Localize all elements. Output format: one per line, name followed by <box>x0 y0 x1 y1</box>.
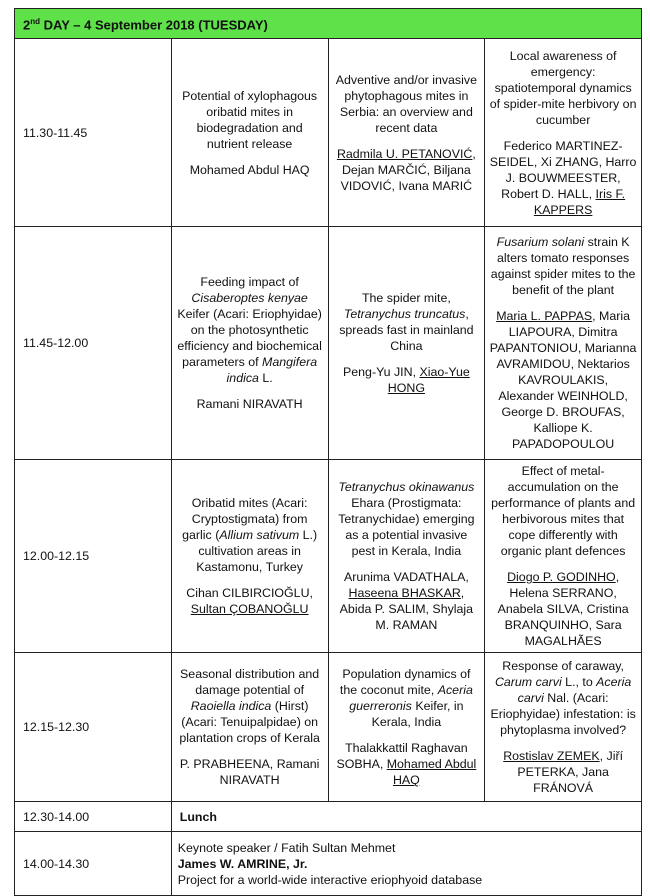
talk-authors: P. PRABHEENA, Ramani NIRAVATH <box>179 757 320 788</box>
talk-title: Feeding impact of Cisaberoptes kenyae Keifer (Acari: Eriophyidae) on the photosynthetic efficiency and biochemical parameters of Mangifera indica L. <box>177 275 322 386</box>
time-cell: 12.15-12.30 <box>15 653 172 802</box>
talk-title: Potential of xylophagous oribatid mites in biodegradation and nutrient release <box>182 88 318 151</box>
talk-cell <box>485 653 642 802</box>
talk-title: Effect of metal-accumulation on the performance of plants and herbivorous mites that cope differently with organic plant defences <box>491 464 636 559</box>
talk-cell <box>171 227 328 460</box>
time-cell: 14.00-14.30 <box>15 832 172 896</box>
talk-cell <box>328 39 485 227</box>
time-cell: 11.45-12.00 <box>15 227 172 460</box>
keynote-cell <box>171 832 641 896</box>
time-cell: 11.30-11.45 <box>15 39 172 227</box>
keynote-row <box>15 832 642 896</box>
talk-title: Fusarium solani strain K alters tomato responses against spider mites to the benefit of the plant <box>490 235 636 298</box>
keynote-line: Keynote speaker / Fatih Sultan Mehmet <box>177 840 396 855</box>
talk-cell <box>171 460 328 653</box>
talk-authors: Cihan CILBIRCIOĞLU, Sultan ÇOBANOĞLU <box>186 586 313 617</box>
talk-authors: Peng-Yu JIN, Xiao-Yue HONG <box>343 365 470 396</box>
talk-title: Tetranychus okinawanus Ehara (Prostigmata: Tetranychidae) emerging as a potential invasive pest in Kerala, India <box>338 480 475 559</box>
talk-authors: Ramani NIRAVATH <box>196 397 303 412</box>
keynote-speaker: James W. AMRINE, Jr. <box>177 856 308 871</box>
schedule-wrap <box>14 8 642 896</box>
talk-title: The spider mite, Tetranychus truncatus, spreads fast in mainland China <box>339 291 474 354</box>
talk-authors: Rostislav ZEMEK, Jiří PETERKA, Jana FRÁNOVÁ <box>503 749 624 796</box>
talk-title: Adventive and/or invasive phytophagous mites in Serbia: an overview and recent data <box>335 72 477 135</box>
talk-authors: Radmila U. PETANOVIĆ, Dejan MARČIĆ, Biljana VIDOVIĆ, Ivana MARIĆ <box>336 146 476 193</box>
day-title: DAY – 4 September 2018 (TUESDAY) <box>40 17 268 33</box>
session-row <box>15 39 642 227</box>
talk-cell <box>485 460 642 653</box>
talk-authors: Diogo P. GODINHO, Helena SERRANO, Anabela SILVA, Cristina BRANQUINHO, Sara MAGALHÃES <box>497 570 629 649</box>
talk-title: Oribatid mites (Acari: Cryptostigmata) from garlic (Allium sativum L.) cultivation areas in Kastamonu, Turkey <box>182 496 318 575</box>
talk-authors: Thalakkattil Raghavan SOBHA, Mohamed Abdul HAQ <box>336 741 477 788</box>
talk-cell <box>485 39 642 227</box>
keynote-topic: Project for a world-wide interactive eriophyoid database <box>177 872 483 887</box>
talk-title: Seasonal distribution and damage potential of Raoiella indica (Hirst) (Acari: Tenuipalpidae) on plantation crops of Kerala <box>179 667 320 746</box>
day-number: 2 <box>23 17 31 33</box>
talk-authors: Arunima VADATHALA, Haseena BHASKAR, Abida P. SALIM, Shylaja M. RAMAN <box>339 570 474 633</box>
talk-cell <box>171 39 328 227</box>
talk-cell <box>328 460 485 653</box>
schedule-table <box>14 8 642 896</box>
talk-authors: Maria L. PAPPAS, Maria LIAPOURA, Dimitra PAPANTONIOU, Marianna AVRAMIDOU, Nektarios KAVROULAKIS, Alexander WEINHOLD, George D. BROUFAS, Kalliope K. PAPADOPOULOU <box>489 309 637 452</box>
talk-cell <box>171 653 328 802</box>
talk-title: Local awareness of emergency: spatiotemporal dynamics of spider-mite herbivory on cucumber <box>489 48 637 127</box>
lunch-row <box>15 802 642 832</box>
talk-cell <box>328 227 485 460</box>
talk-title: Population dynamics of the coconut mite, Aceria guerreronis Keifer, in Kerala, India <box>339 667 473 730</box>
day-header <box>15 9 642 39</box>
day-suffix: nd <box>30 17 41 26</box>
talk-title: Response of caraway, Carum carvi L., to Aceria carvi Nal. (Acari: Eriophyidae) infestation: is phytoplasma involved? <box>490 659 636 738</box>
time-cell: 12.00-12.15 <box>15 460 172 653</box>
session-row <box>15 653 642 802</box>
lunch-label: Lunch <box>171 802 641 832</box>
talk-authors: Mohamed Abdul HAQ <box>189 162 310 177</box>
session-row <box>15 460 642 653</box>
time-cell: 12.30-14.00 <box>15 802 172 832</box>
day-header-row <box>15 9 642 39</box>
session-row <box>15 227 642 460</box>
talk-authors: Federico MARTINEZ-SEIDEL, Xi ZHANG, Harro J. BOUWMEESTER, Robert D. HALL, Iris F. KAPPERS <box>489 138 637 217</box>
talk-cell <box>485 227 642 460</box>
talk-cell <box>328 653 485 802</box>
